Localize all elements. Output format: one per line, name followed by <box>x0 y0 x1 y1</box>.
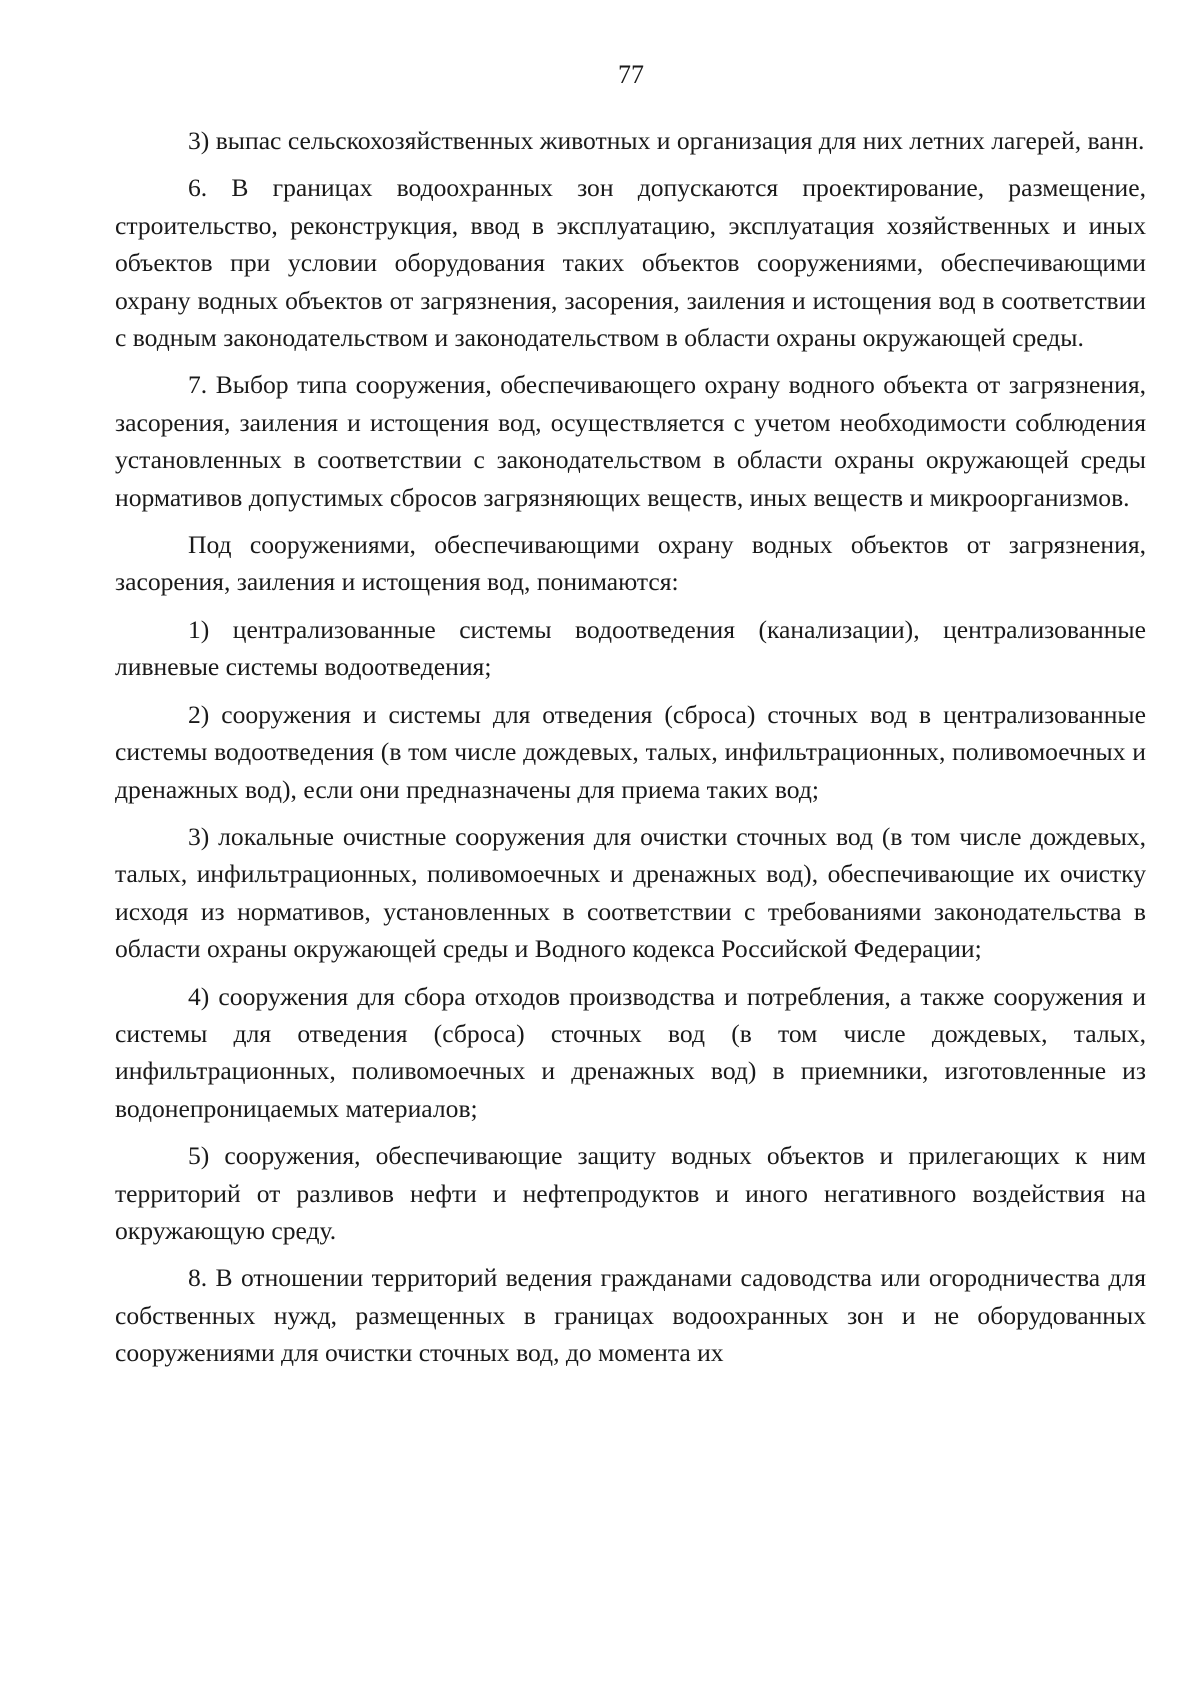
paragraph-item-3: 3) локальные очистные сооружения для очистки сточных вод (в том числе дождевых, талых, инфильтрационных, поливомоечных и дренажных вод), обеспечивающие их очистку исходя из нормативов, установленных в соответствии с требованиями законодательства в области охраны окружающей среды и Водного кодекса Российской Федерации; <box>115 821 1146 964</box>
paragraph-item-2: 2) сооружения и системы для отведения (сброса) сточных вод в централизованные системы водоотведения (в том числе дождевых, талых, инфильтрационных, поливомоечных и дренажных вод), если они предназначены для приема таких вод; <box>115 699 1146 804</box>
paragraph-structures-definition: Под сооружениями, обеспечивающими охрану водных объектов от загрязнения, засорения, заиления и истощения вод, понимаются: <box>115 530 1146 597</box>
paragraph-item-4: 4) сооружения для сбора отходов производства и потребления, а также сооружения и системы для отведения (сброса) сточных вод (в том числе дождевых, талых, инфильтрационных, поливомоечных и дренажных вод) в приемники, изготовленные из водонепроницаемых материалов; <box>115 981 1146 1123</box>
paragraph-clause-7: 7. Выбор типа сооружения, обеспечивающего охрану водного объекта от загрязнения, засорения, заиления и истощения вод, осуществляется с учетом необходимости соблюдения установленных в соответствии с законодательством в области охраны окружающей среды нормативов допустимых сбросов загрязняющих веществ, иных веществ и микроорганизмов. <box>115 370 1146 512</box>
paragraph-item-3-grazing: 3) выпас сельскохозяйственных животных и организация для них летних лагерей, ванн. <box>188 126 1145 155</box>
paragraph-item-5: 5) сооружения, обеспечивающие защиту водных объектов и прилегающих к ним территорий от разливов нефти и нефтепродуктов и иного негативного воздействия на окружающую среду. <box>115 1141 1146 1245</box>
page-number: 77 <box>618 60 644 89</box>
paragraph-clause-6: 6. В границах водоохранных зон допускаются проектирование, размещение, строительство, реконструкция, ввод в эксплуатацию, эксплуатация хозяйственных и иных объектов при условии оборудования таких объектов сооружениями, обеспечивающими охрану водных объектов от загрязнения, засорения, заиления и истощения вод в соответствии с водным законодательством и законодательством в области охраны окружающей среды. <box>115 173 1146 353</box>
paragraph-clause-8: 8. В отношении территорий ведения гражданами садоводства или огородничества для собственных нужд, размещенных в границах водоохранных зон и не оборудованных сооружениями для очистки сточных вод, до момента их <box>115 1263 1146 1368</box>
document-body <box>115 122 1146 1372</box>
paragraph-item-1: 1) централизованные системы водоотведения (канализации), централизованные ливневые системы водоотведения; <box>115 614 1146 682</box>
